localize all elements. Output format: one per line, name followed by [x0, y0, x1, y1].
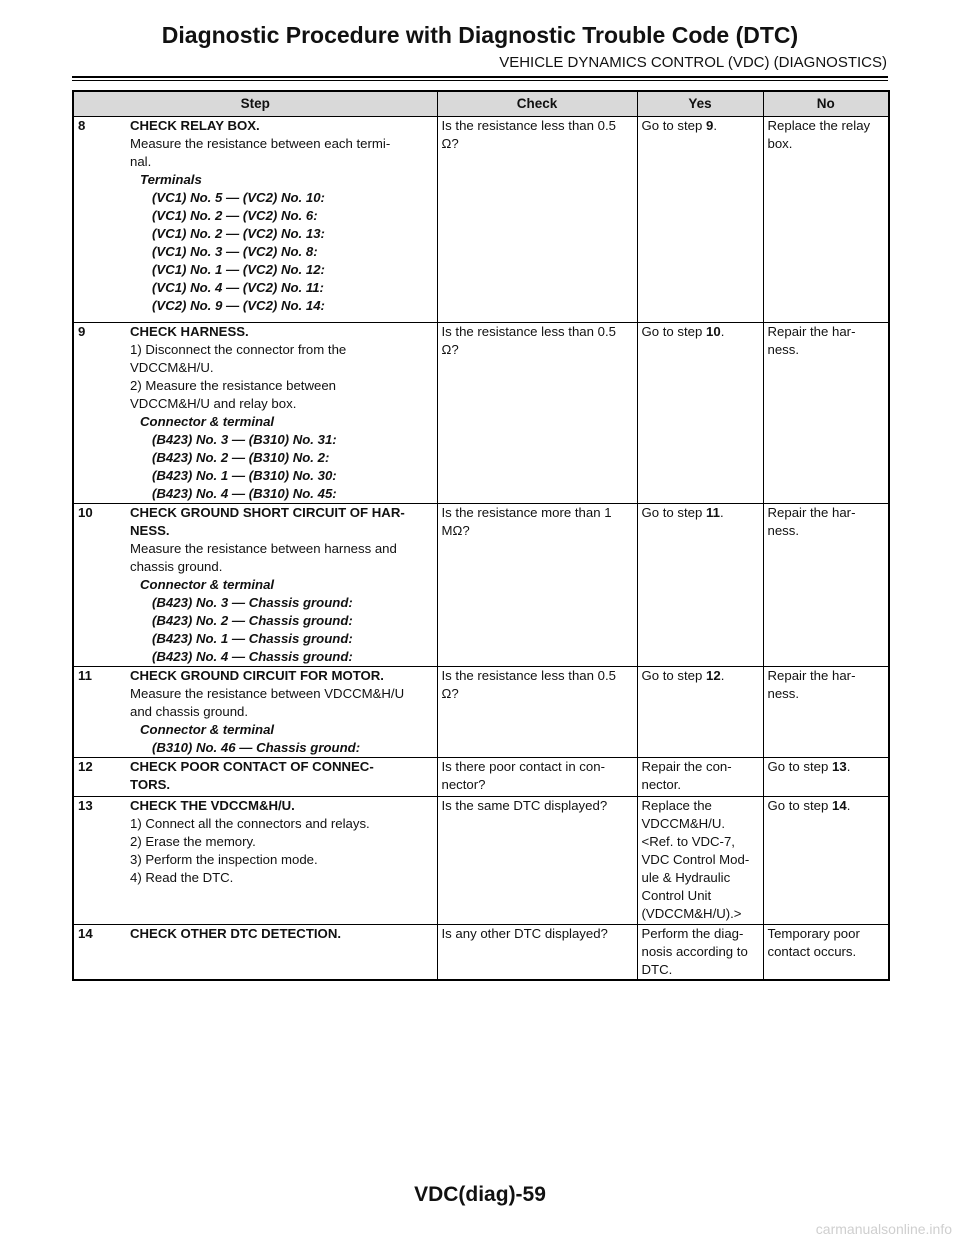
step-text: 2) Erase the memory.	[130, 834, 256, 849]
yes-cell	[637, 323, 763, 504]
table-row	[73, 323, 889, 504]
step-number: 8	[78, 118, 86, 133]
terminal-pair: (VC1) No. 3 — (VC2) No. 8:	[152, 244, 318, 259]
column-header-step: Step	[73, 91, 437, 117]
no-text: Go to step	[767, 798, 833, 813]
step-heading-cont: NESS.	[130, 523, 170, 538]
yes-text: Perform the diag-	[641, 926, 744, 941]
step-text: 4) Read the DTC.	[130, 870, 234, 885]
step-heading: CHECK GROUND CIRCUIT FOR MOTOR.	[130, 668, 384, 683]
check-text: Is there poor contact in con-	[441, 759, 605, 774]
terminal-pair: (B423) No. 4 — Chassis ground:	[152, 649, 353, 664]
yes-text: .	[713, 118, 718, 133]
step-text: 3) Perform the inspection mode.	[130, 852, 318, 867]
table-row	[73, 667, 889, 758]
step-number: 12	[78, 759, 93, 774]
step-text: 1) Disconnect the connector from the	[130, 342, 347, 357]
table-header-row	[73, 91, 889, 117]
no-text: Temporary poor	[767, 926, 860, 941]
check-text: Ω?	[441, 342, 459, 357]
yes-text: VDCCM&H/U.	[641, 816, 726, 831]
yes-text: Go to step	[641, 118, 707, 133]
step-cell	[73, 323, 437, 504]
check-text: Ω?	[441, 136, 459, 151]
no-step-ref: 13	[832, 759, 847, 774]
yes-cell	[637, 797, 763, 925]
terminal-pair: (B423) No. 1 — (B310) No. 30:	[152, 468, 337, 483]
yes-cell	[637, 117, 763, 323]
no-cell	[763, 758, 889, 797]
step-heading: CHECK GROUND SHORT CIRCUIT OF HAR-	[130, 505, 405, 520]
no-text: .	[846, 759, 851, 774]
yes-text: .	[719, 505, 724, 520]
terminal-pair: (VC1) No. 5 — (VC2) No. 10:	[152, 190, 325, 205]
check-text: Is the resistance more than 1	[441, 505, 612, 520]
check-text: Ω?	[441, 686, 459, 701]
watermark: carmanualsonline.info	[815, 1221, 952, 1237]
section-subtitle: VEHICLE DYNAMICS CONTROL (VDC) (DIAGNOSTICS)	[499, 54, 887, 71]
step-text: 2) Measure the resistance between	[130, 378, 336, 393]
step-text: 1) Connect all the connectors and relays.	[130, 816, 370, 831]
terminal-pair: (B423) No. 3 — Chassis ground:	[152, 595, 353, 610]
no-cell	[763, 323, 889, 504]
check-text: nector?	[441, 777, 486, 792]
step-subheading: Connector & terminal	[140, 722, 275, 737]
step-cell	[73, 504, 437, 667]
no-cell	[763, 797, 889, 925]
yes-text: (VDCCM&H/U).>	[641, 906, 742, 921]
yes-text: .	[720, 324, 725, 339]
step-cell	[73, 758, 437, 797]
yes-text: nector.	[641, 777, 682, 792]
diagnostic-table	[72, 90, 890, 981]
no-cell	[763, 504, 889, 667]
step-number: 11	[78, 668, 92, 683]
check-text: Is any other DTC displayed?	[441, 926, 608, 941]
step-text: Measure the resistance between harness and	[130, 541, 397, 556]
terminal-pair: (B423) No. 4 — (B310) No. 45:	[152, 486, 337, 501]
terminal-pair: (VC1) No. 1 — (VC2) No. 12:	[152, 262, 325, 277]
yes-text: Repair the con-	[641, 759, 732, 774]
check-text: Is the same DTC displayed?	[441, 798, 608, 813]
no-step-ref: 14	[832, 798, 847, 813]
step-text: and chassis ground.	[130, 704, 249, 719]
yes-cell	[637, 667, 763, 758]
no-text: Repair the har-	[767, 668, 856, 683]
table-row	[73, 758, 889, 797]
yes-text: ule & Hydraulic	[641, 870, 731, 885]
yes-text: Control Unit	[641, 888, 712, 903]
table-row	[73, 797, 889, 925]
yes-text: nosis according to	[641, 944, 748, 959]
yes-text: <Ref. to VDC-7,	[641, 834, 735, 849]
no-cell	[763, 117, 889, 323]
check-cell	[437, 117, 637, 323]
yes-cell	[637, 925, 763, 981]
terminal-pair: (VC1) No. 2 — (VC2) No. 13:	[152, 226, 325, 241]
check-cell	[437, 758, 637, 797]
yes-step-ref: 9	[706, 118, 714, 133]
page-number-label: VDC(diag)-59	[414, 1183, 546, 1206]
step-cell	[73, 797, 437, 925]
step-heading: CHECK OTHER DTC DETECTION.	[130, 926, 341, 941]
step-text: chassis ground.	[130, 559, 223, 574]
step-text: Measure the resistance between each termi-	[130, 136, 391, 151]
no-text: box.	[767, 136, 793, 151]
column-header-no: No	[763, 91, 889, 117]
step-heading: CHECK POOR CONTACT OF CONNEC-	[130, 759, 374, 774]
no-text: Repair the har-	[767, 505, 856, 520]
yes-text: Replace the	[641, 798, 712, 813]
step-number: 14	[78, 926, 93, 941]
step-cell	[73, 117, 437, 323]
step-heading: CHECK THE VDCCM&H/U.	[130, 798, 295, 813]
yes-text: Go to step	[641, 505, 707, 520]
step-heading: CHECK HARNESS.	[130, 324, 249, 339]
column-header-check: Check	[437, 91, 637, 117]
step-subheading: Connector & terminal	[140, 414, 275, 429]
terminal-pair: (B310) No. 46 — Chassis ground:	[152, 740, 361, 755]
column-header-yes: Yes	[637, 91, 763, 117]
check-text: Is the resistance less than 0.5	[441, 118, 616, 133]
no-text: Go to step	[767, 759, 833, 774]
check-text: MΩ?	[441, 523, 470, 538]
yes-cell	[637, 504, 763, 667]
no-text: .	[846, 798, 851, 813]
page-title: Diagnostic Procedure with Diagnostic Trouble Code (DTC)	[161, 22, 799, 48]
table-row	[73, 504, 889, 667]
step-heading: CHECK RELAY BOX.	[130, 118, 260, 133]
terminal-pair: (B423) No. 3 — (B310) No. 31:	[152, 432, 337, 447]
step-cell	[73, 925, 437, 981]
terminal-pair: (VC2) No. 9 — (VC2) No. 14:	[152, 298, 325, 313]
terminal-pair: (B423) No. 2 — Chassis ground:	[152, 613, 353, 628]
step-heading-cont: TORS.	[130, 777, 171, 792]
yes-step-ref: 12	[706, 668, 721, 683]
terminal-pair: (B423) No. 1 — Chassis ground:	[152, 631, 353, 646]
check-cell	[437, 797, 637, 925]
no-text: Repair the har-	[767, 324, 856, 339]
no-text: contact occurs.	[767, 944, 857, 959]
step-number: 13	[78, 798, 93, 813]
yes-text: .	[720, 668, 725, 683]
yes-text: Go to step	[641, 668, 707, 683]
check-text: Is the resistance less than 0.5	[441, 324, 616, 339]
step-text: VDCCM&H/U and relay box.	[130, 396, 297, 411]
step-subheading: Terminals	[140, 172, 202, 187]
yes-step-ref: 11	[706, 505, 720, 520]
step-text: VDCCM&H/U.	[130, 360, 214, 375]
step-number: 10	[78, 505, 93, 520]
yes-text: Go to step	[641, 324, 707, 339]
yes-step-ref: 10	[706, 324, 721, 339]
no-cell	[763, 925, 889, 981]
terminal-pair: (B423) No. 2 — (B310) No. 2:	[152, 450, 330, 465]
header-rule-thin	[72, 80, 888, 81]
no-cell	[763, 667, 889, 758]
yes-cell	[637, 758, 763, 797]
header-rule	[72, 76, 888, 78]
step-number: 9	[78, 324, 86, 339]
no-text: Replace the relay	[767, 118, 871, 133]
terminal-pair: (VC1) No. 2 — (VC2) No. 6:	[152, 208, 318, 223]
no-text: ness.	[767, 686, 800, 701]
check-cell	[437, 667, 637, 758]
table-row	[73, 925, 889, 981]
no-text: ness.	[767, 342, 800, 357]
terminal-pair: (VC1) No. 4 — (VC2) No. 11:	[152, 280, 324, 295]
no-text: ness.	[767, 523, 800, 538]
table-row	[73, 117, 889, 323]
check-cell	[437, 925, 637, 981]
step-cell	[73, 667, 437, 758]
step-text: Measure the resistance between VDCCM&H/U	[130, 686, 405, 701]
yes-text: VDC Control Mod-	[641, 852, 750, 867]
check-text: Is the resistance less than 0.5	[441, 668, 616, 683]
check-cell	[437, 323, 637, 504]
check-cell	[437, 504, 637, 667]
yes-text: DTC.	[641, 962, 673, 977]
step-subheading: Connector & terminal	[140, 577, 275, 592]
step-text: nal.	[130, 154, 152, 169]
